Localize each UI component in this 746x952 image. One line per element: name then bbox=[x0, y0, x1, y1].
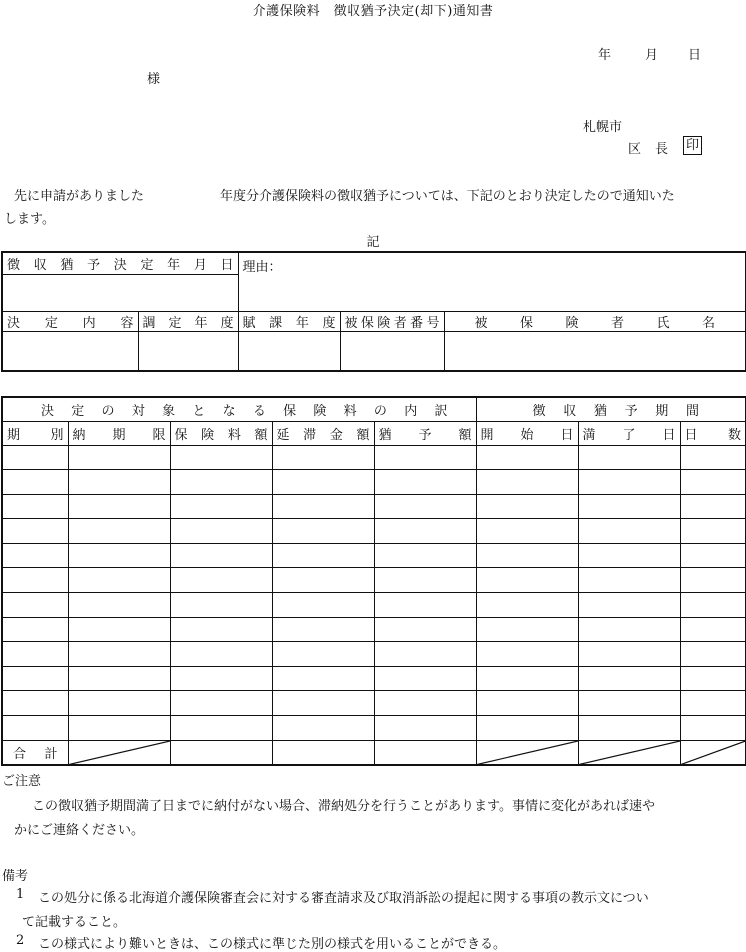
table-cell-period bbox=[2, 445, 68, 470]
table-cell-end-date bbox=[578, 445, 680, 470]
table-cell-premium bbox=[170, 642, 272, 667]
total-end-void bbox=[578, 740, 680, 765]
table-cell-late-fee bbox=[272, 470, 374, 495]
table-cell-start-date bbox=[476, 666, 578, 691]
table-cell-start-date bbox=[476, 593, 578, 618]
table-cell-period bbox=[2, 568, 68, 593]
table-row bbox=[2, 445, 746, 470]
issuer-ward: 区 bbox=[628, 142, 642, 157]
table-cell-deferred bbox=[374, 666, 476, 691]
table-cell-premium bbox=[170, 617, 272, 642]
table-cell-days bbox=[680, 543, 746, 568]
table-cell-period bbox=[2, 666, 68, 691]
table-cell-premium bbox=[170, 666, 272, 691]
table-cell-late-fee bbox=[272, 666, 374, 691]
table-cell-days bbox=[680, 494, 746, 519]
table-cell-deferred bbox=[374, 445, 476, 470]
table-cell-due-date bbox=[68, 642, 170, 667]
issuer-title bbox=[628, 138, 668, 157]
column-header-late-fee: 延 滞 金 額 bbox=[272, 421, 374, 445]
body-line-2: します。 bbox=[4, 212, 55, 227]
column-header-end-date: 満 了 日 bbox=[578, 421, 680, 445]
table-cell-days bbox=[680, 691, 746, 716]
table-cell-end-date bbox=[578, 666, 680, 691]
table-row bbox=[2, 642, 746, 667]
table-cell-days bbox=[680, 666, 746, 691]
table-row bbox=[2, 691, 746, 716]
table-cell-start-date bbox=[476, 617, 578, 642]
value-levy-year bbox=[238, 331, 340, 371]
table-cell-period bbox=[2, 642, 68, 667]
table-cell-late-fee bbox=[272, 617, 374, 642]
table-row bbox=[2, 470, 746, 495]
decision-info-table bbox=[1, 251, 746, 372]
table-cell-due-date bbox=[68, 593, 170, 618]
table-cell-late-fee bbox=[272, 593, 374, 618]
table-cell-late-fee bbox=[272, 445, 374, 470]
table-cell-start-date bbox=[476, 691, 578, 716]
table-cell-end-date bbox=[578, 519, 680, 544]
table-cell-premium bbox=[170, 593, 272, 618]
header-levy-year: 賦 課 年 度 bbox=[238, 311, 340, 331]
table-cell-end-date bbox=[578, 543, 680, 568]
date-month-label: 月 bbox=[645, 48, 659, 63]
table-cell-period bbox=[2, 470, 68, 495]
table-cell-deferred bbox=[374, 617, 476, 642]
table-cell-due-date bbox=[68, 494, 170, 519]
table-row bbox=[2, 666, 746, 691]
ki-label: 記 bbox=[366, 235, 380, 250]
table-cell-start-date bbox=[476, 716, 578, 741]
table-row bbox=[2, 543, 746, 568]
table-cell-premium bbox=[170, 494, 272, 519]
table-row bbox=[2, 593, 746, 618]
column-header-period: 期 別 bbox=[2, 421, 68, 445]
table-cell-premium bbox=[170, 543, 272, 568]
table-cell-due-date bbox=[68, 519, 170, 544]
table-cell-due-date bbox=[68, 568, 170, 593]
table-cell-premium bbox=[170, 470, 272, 495]
header-insured-name: 被 保 険 者 氏 名 bbox=[444, 311, 746, 331]
header-insured-number: 被 保 険 者 番 号 bbox=[340, 311, 444, 331]
column-header-due-date: 納 期 限 bbox=[68, 421, 170, 445]
table-cell-end-date bbox=[578, 716, 680, 741]
table-row bbox=[2, 716, 746, 741]
table-cell-start-date bbox=[476, 642, 578, 667]
table-cell-start-date bbox=[476, 519, 578, 544]
header-assessment-year: 調 定 年 度 bbox=[138, 311, 238, 331]
table-cell-days bbox=[680, 642, 746, 667]
total-deferred bbox=[374, 740, 476, 765]
remarks-heading: 備考 bbox=[2, 869, 29, 884]
remarks-item-2-number: 2 bbox=[16, 933, 25, 948]
column-header-premium: 保 険 料 額 bbox=[170, 421, 272, 445]
remarks-item-1-number: 1 bbox=[16, 887, 25, 902]
table-cell-days bbox=[680, 716, 746, 741]
table-cell-period bbox=[2, 691, 68, 716]
decision-date-value bbox=[2, 274, 238, 311]
column-header-row bbox=[2, 421, 746, 445]
total-label: 合 計 bbox=[2, 740, 68, 765]
table-cell-late-fee bbox=[272, 642, 374, 667]
table-cell-late-fee bbox=[272, 716, 374, 741]
table-cell-deferred bbox=[374, 494, 476, 519]
value-insured-name bbox=[444, 331, 746, 371]
value-assessment-year bbox=[138, 331, 238, 371]
total-due-date-void bbox=[68, 740, 170, 765]
column-header-start-date: 開 始 日 bbox=[476, 421, 578, 445]
table-cell-premium bbox=[170, 445, 272, 470]
table-cell-period bbox=[2, 617, 68, 642]
total-row bbox=[2, 740, 746, 765]
value-decision-content bbox=[2, 331, 138, 371]
breakdown-header: 決 定 の 対 象 と な る 保 険 料 の 内 訳 bbox=[2, 397, 476, 421]
table-cell-end-date bbox=[578, 691, 680, 716]
value-insured-number bbox=[340, 331, 444, 371]
table-cell-late-fee bbox=[272, 494, 374, 519]
table-cell-deferred bbox=[374, 470, 476, 495]
reason-cell bbox=[238, 252, 746, 311]
issuer-city: 札幌市 bbox=[583, 120, 623, 135]
table-cell-start-date bbox=[476, 494, 578, 519]
date-year-label: 年 bbox=[598, 48, 612, 63]
document-title: 介護保険料 徴収猶予決定(却下)通知書 bbox=[252, 4, 494, 19]
period-header: 徴 収 猶 予 期 間 bbox=[476, 397, 746, 421]
notice-line-2: かにご連絡ください。 bbox=[14, 823, 145, 838]
table-cell-days bbox=[680, 470, 746, 495]
table-cell-due-date bbox=[68, 666, 170, 691]
table-cell-start-date bbox=[476, 568, 578, 593]
table-cell-deferred bbox=[374, 568, 476, 593]
table-cell-late-fee bbox=[272, 519, 374, 544]
table-cell-due-date bbox=[68, 445, 170, 470]
table-cell-due-date bbox=[68, 470, 170, 495]
table-row bbox=[2, 494, 746, 519]
total-premium bbox=[170, 740, 272, 765]
table-cell-period bbox=[2, 716, 68, 741]
table-cell-days bbox=[680, 617, 746, 642]
issuer-chief: 長 bbox=[655, 142, 669, 157]
total-start-void bbox=[476, 740, 578, 765]
table-cell-days bbox=[680, 445, 746, 470]
column-header-days: 日 数 bbox=[680, 421, 746, 445]
table-cell-late-fee bbox=[272, 691, 374, 716]
notice-heading: ご注意 bbox=[2, 774, 42, 789]
table-cell-deferred bbox=[374, 593, 476, 618]
reason-label: 理由： bbox=[242, 260, 282, 275]
decision-date-label bbox=[2, 252, 238, 274]
table-cell-period bbox=[2, 593, 68, 618]
remarks-item-1-line-2: て記載すること。 bbox=[22, 915, 127, 930]
notice-line-1: この徴収猶予期間満了日までに納付がない場合、滞納処分を行うことがあります。事情に変化があれば速や bbox=[32, 799, 655, 814]
table-cell-period bbox=[2, 519, 68, 544]
table-cell-due-date bbox=[68, 691, 170, 716]
table-cell-due-date bbox=[68, 716, 170, 741]
table-cell-end-date bbox=[578, 494, 680, 519]
seal-mark: 印 bbox=[683, 136, 702, 155]
table-cell-deferred bbox=[374, 519, 476, 544]
table-row bbox=[2, 617, 746, 642]
table-cell-late-fee bbox=[272, 543, 374, 568]
table-cell-days bbox=[680, 519, 746, 544]
table-cell-period bbox=[2, 494, 68, 519]
table-cell-start-date bbox=[476, 445, 578, 470]
table-cell-deferred bbox=[374, 716, 476, 741]
table-cell-end-date bbox=[578, 642, 680, 667]
table-cell-premium bbox=[170, 691, 272, 716]
table-cell-end-date bbox=[578, 593, 680, 618]
table-cell-late-fee bbox=[272, 568, 374, 593]
table-cell-start-date bbox=[476, 470, 578, 495]
table-cell-deferred bbox=[374, 691, 476, 716]
table-cell-premium bbox=[170, 519, 272, 544]
decision-date-text: 徴 収 猶 予 決 定 年 月 日 bbox=[7, 257, 234, 273]
table-cell-due-date bbox=[68, 617, 170, 642]
breakdown-table bbox=[1, 396, 746, 766]
table-cell-end-date bbox=[578, 470, 680, 495]
table-row bbox=[2, 519, 746, 544]
remarks-item-2-line-1: この様式により難いときは、この様式に準じた別の様式を用いることができる。 bbox=[38, 937, 507, 952]
table-cell-period bbox=[2, 543, 68, 568]
table-cell-premium bbox=[170, 716, 272, 741]
body-line-1b: 年度分介護保険料の徴収猶予については、下記のとおり決定したので通知いた bbox=[220, 189, 675, 204]
table-cell-days bbox=[680, 593, 746, 618]
date-day-label: 日 bbox=[688, 48, 702, 63]
table-row bbox=[2, 568, 746, 593]
total-late-fee bbox=[272, 740, 374, 765]
header-decision-content: 決 定 内 容 bbox=[2, 311, 138, 331]
table-cell-end-date bbox=[578, 617, 680, 642]
column-header-deferred: 猶 予 額 bbox=[374, 421, 476, 445]
table-cell-due-date bbox=[68, 543, 170, 568]
blank-rows bbox=[2, 445, 746, 740]
table-cell-deferred bbox=[374, 642, 476, 667]
table-cell-deferred bbox=[374, 543, 476, 568]
table-cell-days bbox=[680, 568, 746, 593]
body-line-1a: 先に申請がありました bbox=[14, 189, 145, 204]
remarks-item-1-line-1: この処分に係る北海道介護保険審査会に対する審査請求及び取消訴訟の提起に関する事項の教示文につい bbox=[38, 891, 649, 906]
table-cell-premium bbox=[170, 568, 272, 593]
table-cell-end-date bbox=[578, 568, 680, 593]
total-days-void bbox=[680, 740, 746, 765]
addressee-suffix: 様 bbox=[147, 72, 161, 87]
table-cell-start-date bbox=[476, 543, 578, 568]
